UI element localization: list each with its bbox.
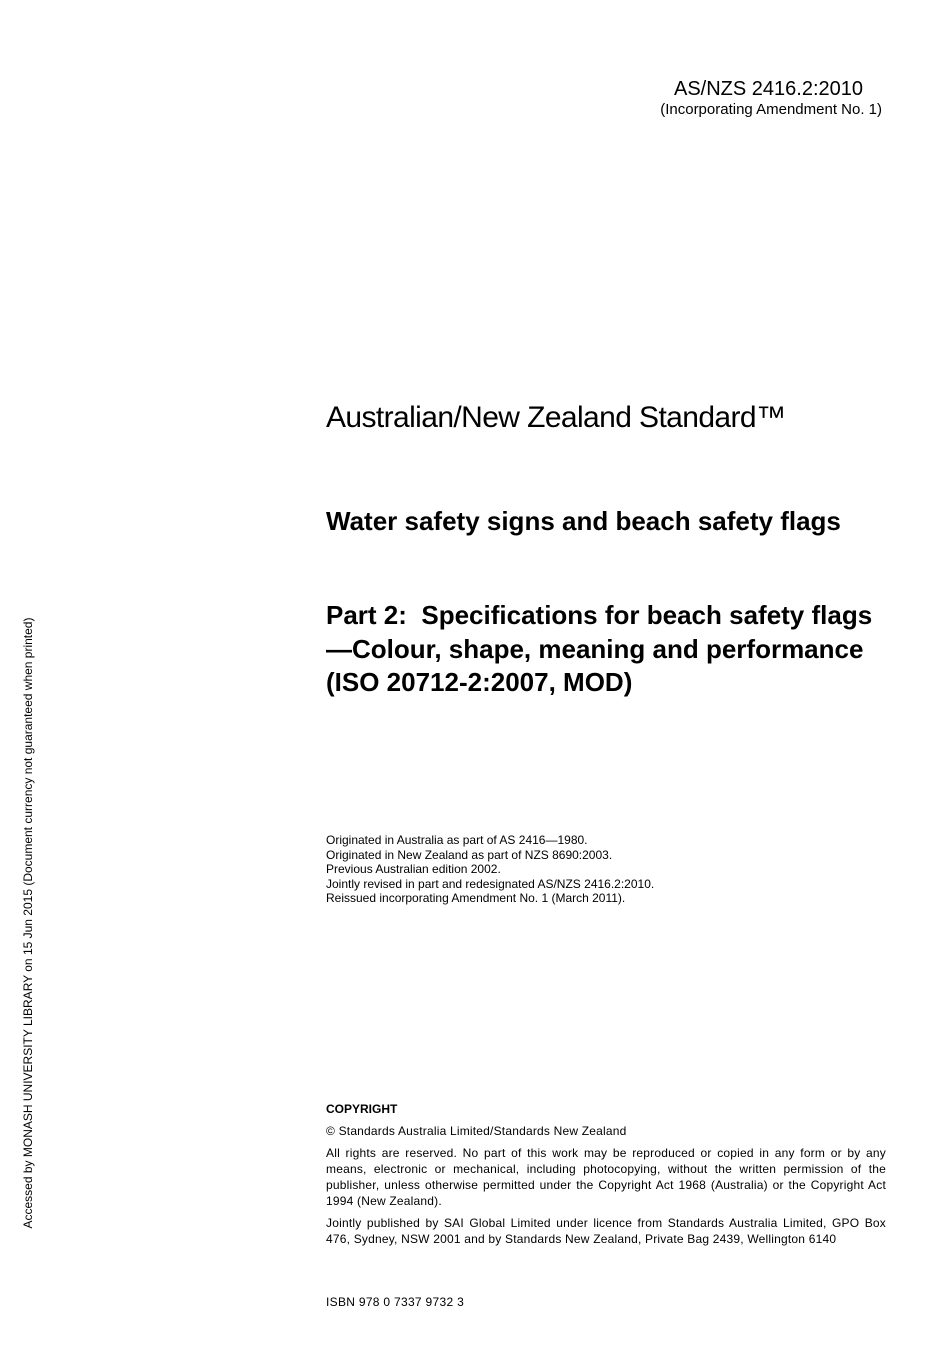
history-line: Originated in Australia as part of AS 2416—1980.: [326, 833, 588, 847]
copyright-owner: © Standards Australia Limited/Standards New Zealand: [326, 1124, 627, 1138]
access-watermark: Accessed by MONASH UNIVERSITY LIBRARY on 15 Jun 2015 (Document currency not guaranteed when printed): [21, 617, 35, 1229]
isbn: ISBN 978 0 7337 9732 3: [326, 1295, 465, 1309]
standard-type-heading: Australian/New Zealand Standard™: [326, 401, 786, 434]
history-line: Previous Australian edition 2002.: [326, 862, 501, 877]
part-title: Part 2: Specifications for beach safety flags—Colour, shape, meaning and performance (ISO 20712-2:2007, MOD): [326, 600, 873, 697]
copyright-rights-text: All rights are reserved. No part of this work may be reproduced or copied in any form or by any means, electronic or mechanical, including photocopying, without the written permission of the publisher, unless otherwise permitted under the Copyright Act 1968 (Australia) or the Copyright Act 1994 (New Zealand).: [326, 1146, 886, 1208]
copyright-block: [326, 1101, 886, 1253]
main-title: Water safety signs and beach safety flags: [326, 506, 841, 536]
amendment-note: (Incorporating Amendment No. 1): [660, 101, 882, 118]
history-line: Originated in New Zealand as part of NZS 8690:2003.: [326, 847, 613, 862]
standard-number: AS/NZS 2416.2:2010: [673, 78, 863, 100]
copyright-publisher-text: Jointly published by SAI Global Limited under licence from Standards Australia Limited, GPO Box 476, Sydney, NSW 2001 and by Standards New Zealand, Private Bag 2439, Wellington 6140: [326, 1216, 886, 1246]
copyright-heading: COPYRIGHT: [326, 1102, 398, 1116]
history-line: Reissued incorporating Amendment No. 1 (March 2011).: [326, 891, 626, 906]
history-line: Jointly revised in part and redesignated AS/NZS 2416.2:2010.: [326, 876, 655, 891]
publication-history: [326, 833, 886, 906]
